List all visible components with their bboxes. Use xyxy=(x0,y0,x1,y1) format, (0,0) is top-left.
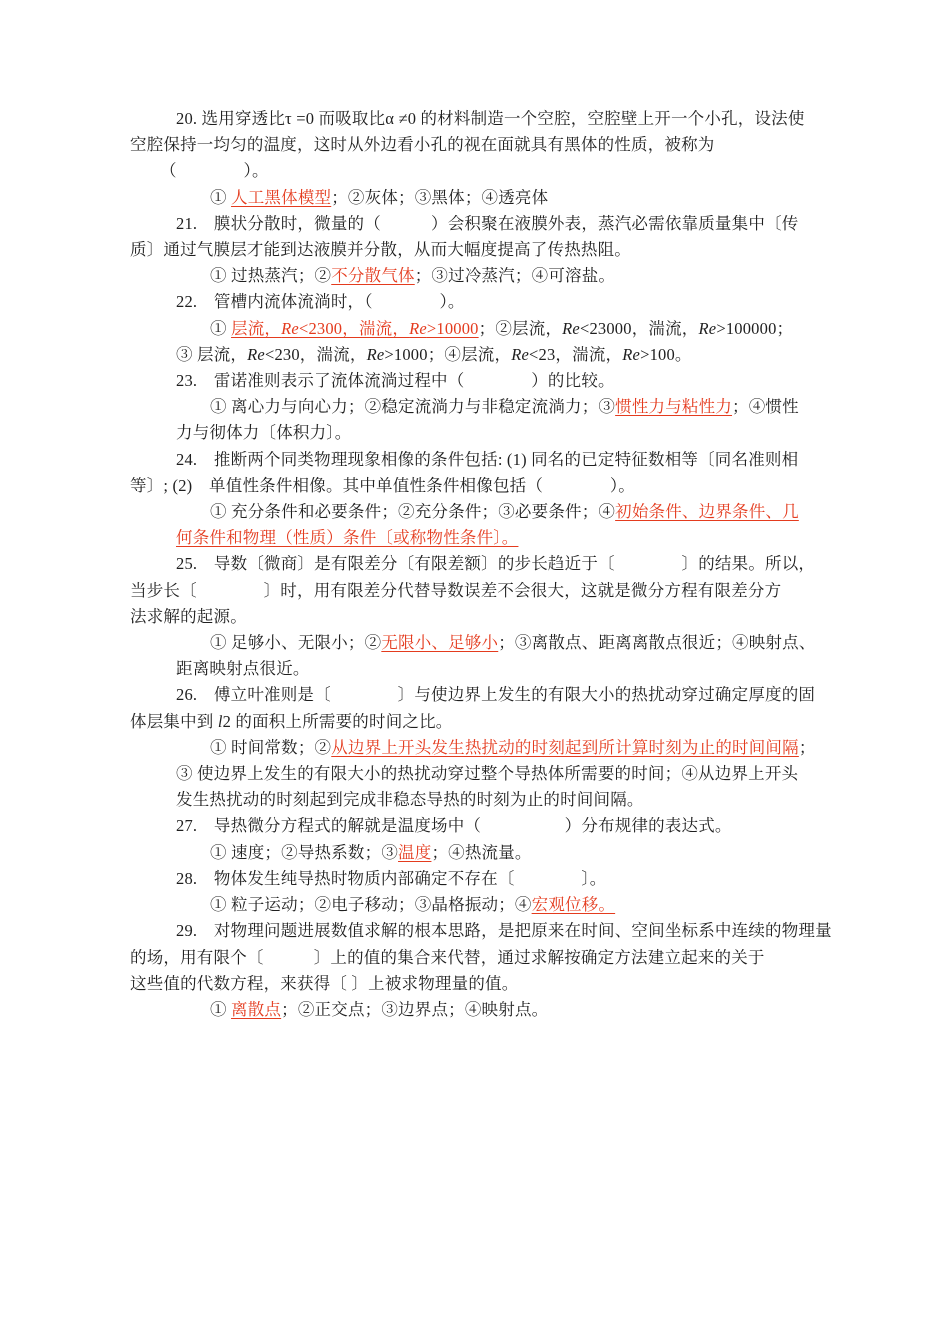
text-segment: 等〕; (2) 单值性条件相像。其中单值性条件相像包括（ ）。 xyxy=(130,475,635,495)
text-segment: ；②正交点；③边界点；④映射点。 xyxy=(281,999,549,1019)
text-line xyxy=(130,761,830,787)
text-line xyxy=(130,263,830,289)
text-segment: 27. 导热微分方程式的解就是温度场中（ ）分布规律的表达式。 xyxy=(176,816,732,836)
text-segment: Re xyxy=(247,344,265,364)
text-segment: 28. 物体发生纯导热时物质内部确定不存在〔 〕。 xyxy=(176,868,607,888)
answer-highlight: Re xyxy=(409,318,427,338)
text-segment: 29. 对物理问题进展数值求解的根本思路，是把原来在时间、空间坐标系中连续的物理量 xyxy=(176,921,832,941)
text-line xyxy=(130,368,830,394)
text-line xyxy=(130,840,830,866)
text-line xyxy=(130,237,830,263)
answer-highlight: 温度 xyxy=(398,842,432,862)
text-line xyxy=(130,185,830,211)
text-segment: 空腔保持一均匀的温度，这时从外边看小孔的视在面就具有黑体的性质，被称为 xyxy=(130,135,715,155)
text-line xyxy=(130,656,830,682)
answer-highlight: 惯性力与粘性力 xyxy=(615,397,733,417)
text-line xyxy=(130,918,830,944)
text-segment: ；③过冷蒸汽；④可溶盐。 xyxy=(414,266,616,286)
text-line xyxy=(130,473,830,499)
text-segment: ① xyxy=(210,187,232,207)
text-segment: >100。 xyxy=(640,344,692,364)
answer-highlight: >10000 xyxy=(426,318,479,338)
text-line xyxy=(130,158,830,184)
text-segment: 当步长〔 〕时，用有限差分代替导数误差不会很大，这就是微分方程有限差分方 xyxy=(130,580,782,600)
text-segment: >100000； xyxy=(716,318,794,338)
text-segment: <23，湍流， xyxy=(529,344,623,364)
text-line xyxy=(130,787,830,813)
text-segment: 力与彻体力〔体积力〕。 xyxy=(176,423,352,443)
text-segment: 的场，用有限个〔 〕上的值的集合来代替，通过求解按确定方法建立起来的关于 xyxy=(130,947,765,967)
text-line xyxy=(130,342,830,368)
text-line xyxy=(130,892,830,918)
text-line xyxy=(130,211,830,237)
answer-highlight: 宏观位移。 xyxy=(531,895,616,915)
text-line xyxy=(130,735,830,761)
text-segment: 2 的面积上所需要的时间之比。 xyxy=(222,711,453,731)
answer-highlight: 层流， xyxy=(231,318,282,338)
text-segment: ① 足够小、无限小；② xyxy=(210,633,382,653)
text-segment: （ ）。 xyxy=(160,161,269,181)
text-line xyxy=(130,132,830,158)
text-segment: ③ 层流， xyxy=(176,344,248,364)
text-segment: 25. 导数〔微商〕是有限差分〔有限差额〕的步长趋近于〔 〕的结果。所以， xyxy=(176,554,816,574)
text-segment: 26. 傅立叶准则是〔 〕与使边界上发生的有限大小的热扰动穿过确定厚度的固 xyxy=(176,685,816,705)
answer-highlight: 不分散气体 xyxy=(331,266,415,286)
text-segment: ； xyxy=(798,737,816,757)
answer-highlight: 无限小、足够小 xyxy=(381,633,499,653)
text-segment: 距离映射点很近。 xyxy=(176,659,310,679)
text-segment: ① xyxy=(210,318,232,338)
answer-highlight: 从边界上开头发生热扰动的时刻起到所计算时刻为止的时间间隔 xyxy=(331,737,799,757)
text-segment: ① xyxy=(210,999,232,1019)
text-line xyxy=(130,289,830,315)
answer-highlight: <2300，湍流， xyxy=(298,318,410,338)
text-segment: 21. 膜状分散时，微量的（ ）会积聚在液膜外表，蒸汽必需依靠质量集中〔传 xyxy=(176,213,799,233)
text-segment: ① 离心力与向心力；②稳定流淌力与非稳定流淌力；③ xyxy=(210,397,616,417)
text-segment: 22. 管槽内流体流淌时，（ ）。 xyxy=(176,292,465,312)
text-segment: 质〕通过气膜层才能到达液膜并分散，从而大幅度提高了传热热阻。 xyxy=(130,240,631,260)
text-segment: Re xyxy=(562,318,580,338)
text-segment: 体层集中到 xyxy=(130,711,218,731)
answer-highlight: 初始条件、边界条件、几 xyxy=(615,502,799,522)
text-segment: >1000；④层流， xyxy=(384,344,512,364)
answer-highlight: Re xyxy=(281,318,299,338)
text-line xyxy=(130,525,830,551)
text-segment: 发生热扰动的时刻起到完成非稳态导热的时刻为止的时间间隔。 xyxy=(176,790,644,810)
text-segment: Re xyxy=(511,344,530,364)
answer-highlight: 人工黑体模型 xyxy=(231,187,332,207)
text-segment: l xyxy=(217,711,223,731)
text-segment: ；④惯性 xyxy=(732,397,799,417)
text-segment: ① 时间常数；② xyxy=(210,737,332,757)
text-line xyxy=(130,604,830,630)
text-line xyxy=(130,420,830,446)
answer-highlight: 离散点 xyxy=(231,999,282,1019)
text-line xyxy=(130,945,830,971)
text-segment: 20. 选用穿透比τ =0 而吸取比α ≠0 的材料制造一个空腔，空腔壁上开一个小孔，设法使 xyxy=(176,109,805,128)
text-line xyxy=(130,682,830,708)
text-segment: 这些值的代数方程，来获得〔 〕上被求物理量的值。 xyxy=(130,973,519,993)
text-segment: Re xyxy=(366,344,385,364)
text-segment: 法求解的起源。 xyxy=(130,606,247,626)
document-body xyxy=(130,106,830,1023)
text-segment: Re xyxy=(698,318,717,338)
text-segment: ；③离散点、距离离散点很近；④映射点、 xyxy=(498,633,816,653)
text-line xyxy=(130,447,830,473)
text-line xyxy=(130,866,830,892)
text-line xyxy=(130,551,830,577)
text-line xyxy=(130,578,830,604)
text-line xyxy=(130,316,830,342)
text-line xyxy=(130,997,830,1023)
text-segment: Re xyxy=(622,344,641,364)
text-segment: ；②层流， xyxy=(478,318,563,338)
text-segment: ① 充分条件和必要条件；②充分条件；③必要条件；④ xyxy=(210,502,616,522)
text-segment: ；④热流量。 xyxy=(431,842,532,862)
text-segment: 23. 雷诺准则表示了流体流淌过程中（ ）的比较。 xyxy=(176,371,615,391)
text-segment: <230，湍流， xyxy=(264,344,367,364)
text-line xyxy=(130,499,830,525)
text-segment: 24. 推断两个同类物理现象相像的条件包括: (1) 同名的已定特征数相等〔同名准则相 xyxy=(176,449,799,469)
text-line xyxy=(130,394,830,420)
text-segment: ① 粒子运动；②电子移动；③晶格振动；④ xyxy=(210,895,532,915)
text-line xyxy=(130,630,830,656)
text-segment: ① 过热蒸汽；② xyxy=(210,266,332,286)
text-line xyxy=(130,106,830,132)
text-line xyxy=(130,971,830,997)
text-segment: ① 速度；②导热系数；③ xyxy=(210,842,399,862)
text-segment: <23000，湍流， xyxy=(579,318,699,338)
text-line xyxy=(130,813,830,839)
text-segment: ；②灰体；③黑体；④透亮体 xyxy=(331,187,549,207)
answer-highlight: 何条件和物理（性质）条件〔或称物性条件〕。 xyxy=(176,528,519,548)
text-segment: ③ 使边界上发生的有限大小的热扰动穿过整个导热体所需要的时间；④从边界上开头 xyxy=(176,764,799,784)
text-line xyxy=(130,709,830,735)
